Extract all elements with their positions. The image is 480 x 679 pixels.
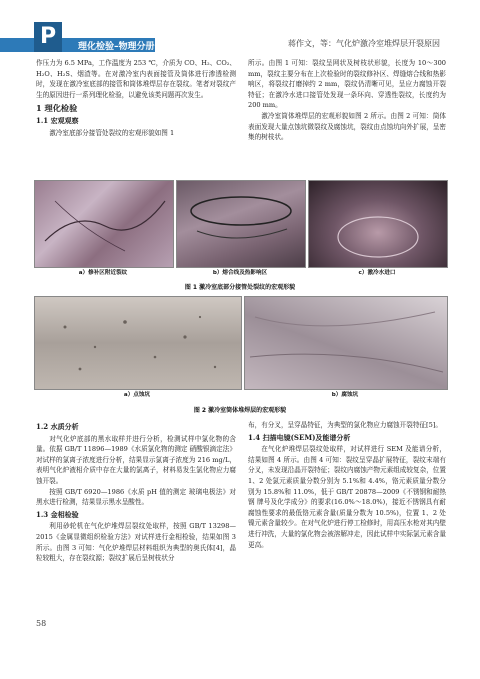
running-title: 蒋作文，等：气化炉激冷室堆焊层开裂原因 [288, 39, 440, 48]
left-column-top [36, 58, 236, 138]
subsection-heading: 1.4 扫描电镜(SEM)及能谱分析 [248, 432, 351, 442]
page-number: 58 [36, 619, 47, 628]
fig2a-caption: a）点蚀坑 [123, 392, 151, 398]
section-heading: 1 理化检验 [36, 103, 78, 114]
right-column-top [248, 58, 446, 143]
fig1a-photo [34, 180, 174, 268]
paragraph: 按照 GB/T 6920—1986《水质 pH 值的测定 玻璃电极法》对黑水进行检测，结果显示黑水呈酸性。 [36, 487, 236, 507]
fig2b-caption: b）腐蚀坑 [331, 392, 359, 398]
journal-name: 理化检验–物理分册 [78, 42, 155, 52]
right-column-bottom [248, 420, 446, 550]
fig1a-caption: a）修补区附近裂纹 [78, 270, 128, 276]
subsection-heading: 1.2 水质分析 [36, 422, 79, 431]
fig1c-caption: c）激冷水进口 [358, 270, 396, 276]
subsection-heading: 1.1 宏观观察 [36, 115, 79, 125]
journal-logo-icon: P [34, 22, 62, 52]
paragraph: 激冷室筒体堆焊层的宏观形貌如图 2 所示。由图 2 可知：筒体表面发现大量点蚀坑微裂纹及腐蚀坑，裂纹由点蚀坑向外扩展，呈密集的树枝状。 [248, 111, 446, 142]
paragraph: 激冷室底部分接管处裂纹的宏观形貌如图 1 [49, 128, 175, 137]
figure1-caption: 图 1 激冷室底部分接管处裂纹的宏观形貌 [184, 284, 296, 291]
fig1b-caption: b）熔合线及热影响区 [212, 270, 268, 276]
fig1c-photo [308, 180, 448, 268]
left-column-bottom [36, 420, 236, 564]
subsection-heading: 1.3 金相检验 [36, 509, 79, 519]
fig2a-photo [34, 296, 242, 390]
fig1b-photo [176, 180, 306, 268]
paragraph: 对气化炉底部的黑水取样并进行分析，检测试样中氯化物的含量。依据 GB/T 11896—1989《水质氯化物的测定 硝酸银滴定法》对试样的氯离子浓度进行分析，结果显示氯离子浓度为 216 mg/L，表明气化炉液相介质中存在大量的氯离子，材料易发生氯化物应力腐蚀开裂。 [36, 434, 236, 485]
paragraph: 所示。由图 1 可知：裂纹呈网状及树枝状形貌，长度为 10～300 mm，裂纹主要分布在上次检验时的裂纹修补区、焊缝熔合线和热影响区，将裂纹打磨掉约 2 mm，裂纹仍清晰可见，呈应力腐蚀开裂特征；在激冷水进口接管处发现一条环向、穿透性裂纹，长度约为 200 mm。 [248, 59, 446, 110]
paragraph: 在气化炉堆焊层裂纹处取样，对试样进行 SEM 及能谱分析，结果如图 4 所示。由图 4 可知：裂纹呈穿晶扩展特征，裂纹末端有分叉，未发现沿晶开裂特征；裂纹内腐蚀产物元素组成较复杂，位置 1、2 处氯元素质量分数分别为 5.1%和 4.4%，铬元素质量分数分别为 15.8%和 11.0%，低于 GB/T 20878—2009《不锈钢和耐热钢 牌号及化学成分》的要求(16.0%～18.0%)，接近不锈钢具有耐腐蚀性要求的最低铬元素含量(质量分数为 10.5%)，位置 1、2 处镍元素含量较少。在对气化炉进行停工检修时，用高压水枪对其内壁进行冲洗，大量的氯化物会被溶解冲走，因此试样中实际氯元素含量更高。 [248, 445, 446, 549]
paragraph: 作压力为 6.5 MPa，工作温度为 253 ℃，介质为 CO、H₂、CO₂、H₂O、H₂S、烟渣等。在对激冷室内表面接管及筒体进行渗透检测时，发现在激冷室底部的接管和筒体堆焊层存在裂纹。笔者对裂纹产生的原因进行一系列理化检验，以避免该类问题再次发生。 [36, 59, 236, 99]
paragraph: 布，有分叉，呈穿晶特征，为典型的氯化物应力腐蚀开裂特征[5]。 [248, 421, 442, 429]
figure2-caption: 图 2 激冷室筒体堆焊层的宏观形貌 [193, 407, 287, 414]
paragraph: 利用砂轮机在气化炉堆焊层裂纹处取样，按照 GB/T 13298—2015《金属显微组织检验方法》对试样进行金相检验，结果如图 3 所示。由图 3 可知：气化炉堆焊层材料组织为典型的奥氏体[4]，晶粒较粗大，存在裂纹源；裂纹扩展后呈树枝状分 [36, 522, 236, 563]
fig2b-photo [244, 296, 448, 390]
